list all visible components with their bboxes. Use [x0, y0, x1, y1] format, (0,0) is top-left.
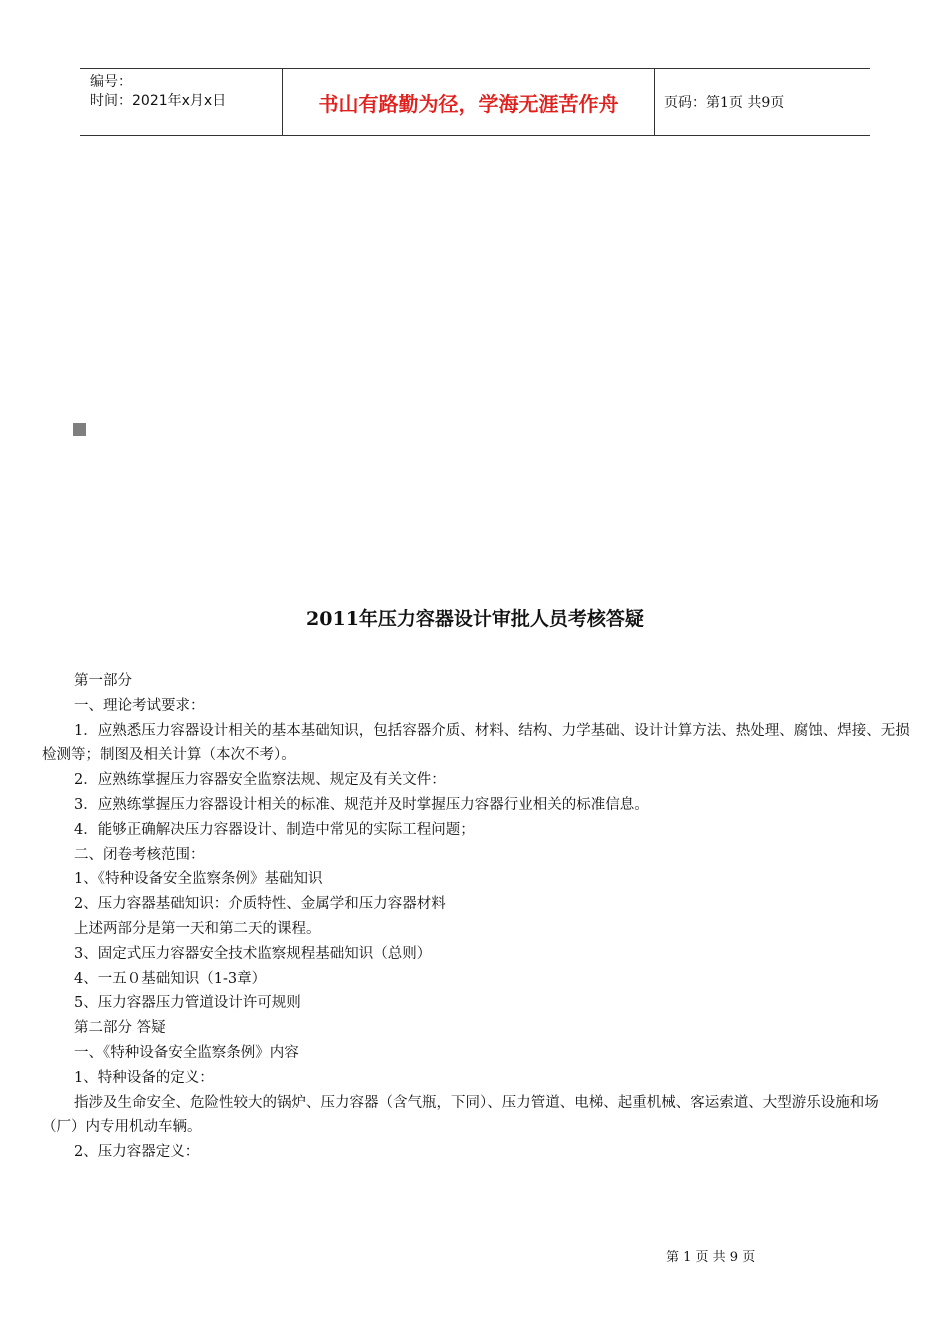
paragraph: 3．应熟练掌握压力容器设计相关的标准、规范并及时掌握压力容器行业相关的标准信息。 — [74, 796, 649, 813]
paragraph: 二、闭卷考核范围： — [74, 846, 205, 863]
header-page-info: 页码：第1页 共9页 — [664, 95, 785, 111]
paragraph: 1．应熟悉压力容器设计相关的基本基础知识，包括容器介质、材料、结构、力学基础、设计计算方法、热处理、腐蚀、焊接、无损检测等；制图及相关计算（本次不考）。 — [42, 722, 910, 764]
paragraph: 3、固定式压力容器安全技术监察规程基础知识（总则） — [74, 945, 432, 962]
time-label: 时间：2021年x月x日 — [90, 93, 227, 109]
document-title: 2011年压力容器设计审批人员考核答疑 — [306, 608, 644, 630]
paragraph: 2、压力容器基础知识：介质特性、金属学和压力容器材料 — [74, 896, 446, 913]
paragraph: 1、特种设备的定义： — [74, 1069, 214, 1086]
header-meta — [80, 69, 282, 135]
paragraph: 4、一五０基础知识（1-3章） — [74, 970, 267, 987]
paragraph: 指涉及生命安全、危险性较大的锅炉、压力容器（含气瓶，下同）、压力管道、电梯、起重机械、客运索道、大型游乐设施和场（厂）内专用机动车辆。 — [42, 1094, 879, 1136]
paragraph: 2、压力容器定义： — [74, 1144, 200, 1161]
paragraph: 一、《特种设备安全监察条例》内容 — [74, 1044, 299, 1061]
paragraph: 1、《特种设备安全监察条例》基础知识 — [74, 871, 323, 888]
square-marker-icon — [73, 423, 86, 436]
page-footer: 第 1 页 共 9 页 — [666, 1250, 756, 1265]
paragraph: 一、理论考试要求： — [74, 697, 205, 714]
header-motto: 书山有路勤为径，学海无涯苦作舟 — [282, 69, 655, 135]
paragraph: 4．能够正确解决压力容器设计、制造中常见的实际工程问题； — [74, 821, 475, 838]
page-header — [80, 68, 870, 136]
paragraph: 2．应熟练掌握压力容器安全监察法规、规定及有关文件： — [74, 772, 446, 789]
paragraph: 第一部分 — [74, 673, 132, 689]
paragraph: 上述两部分是第一天和第二天的课程。 — [74, 920, 321, 937]
paragraph: 第二部分 答疑 — [74, 1020, 166, 1037]
number-label: 编号： — [90, 74, 132, 90]
paragraph: 5、压力容器压力管道设计许可规则 — [74, 995, 301, 1012]
document-body — [42, 669, 912, 1165]
